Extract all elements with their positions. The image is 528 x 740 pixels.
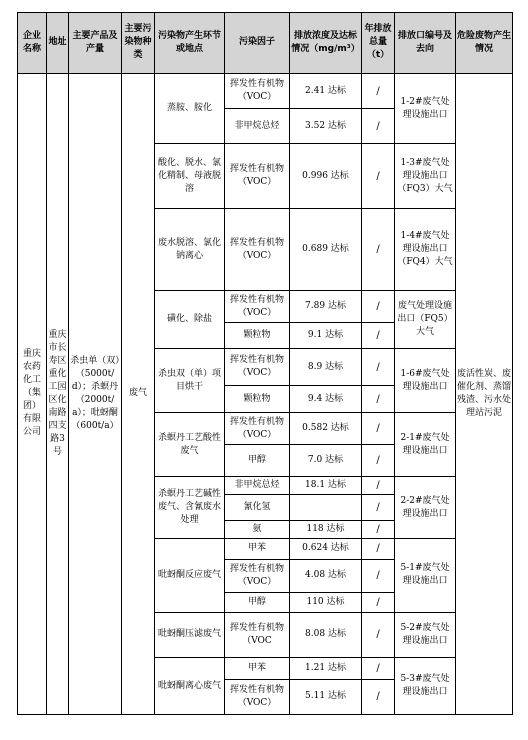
annual-total-cell: / xyxy=(362,73,395,108)
factor-cell: 挥发性有机物（VOC） xyxy=(225,209,290,291)
header-annual-total: 年排放总量（t） xyxy=(362,13,395,74)
annual-total-cell: / xyxy=(362,612,395,657)
source-cell: 杀螟丹工艺酸性废气 xyxy=(155,413,225,477)
concentration-cell: 4.08 达标 xyxy=(290,559,362,592)
outlet-cell: 1-3#废气处理设施出口（FQ3）大气 xyxy=(395,144,456,209)
factor-cell: 挥发性有机物（VOC） xyxy=(225,679,290,714)
annual-total-cell: / xyxy=(362,323,395,349)
factor-cell: 颗粒物 xyxy=(225,323,290,349)
header-source: 污染物产生环节或地点 xyxy=(155,13,225,74)
outlet-cell: 2-1#废气处理设施出口 xyxy=(395,413,456,477)
factor-cell: 挥发性有机物（VOC） xyxy=(225,348,290,385)
source-cell: 蒸胺、胺化 xyxy=(155,73,225,143)
annual-total-cell: / xyxy=(362,559,395,592)
outlet-cell: 1-6#废气处理设施出口 xyxy=(395,348,456,412)
source-cell: 吡蚜酮离心废气 xyxy=(155,658,225,715)
factor-cell: 氨 xyxy=(225,520,290,539)
address-cell: 重庆市长寿区重化工园区化南路四支路3号 xyxy=(47,73,69,714)
annual-total-cell: / xyxy=(362,144,395,209)
concentration-cell: 9.4 达标 xyxy=(290,386,362,413)
concentration-cell: 7.89 达标 xyxy=(290,291,362,323)
concentration-cell: 0.996 达标 xyxy=(290,144,362,209)
company-cell: 重庆农药化工（集团）有限公司 xyxy=(18,73,47,714)
concentration-cell: 8.9 达标 xyxy=(290,348,362,385)
hazardous-waste-cell: 废活性炭、废催化剂、蒸馏残渣、污水处理站污泥 xyxy=(456,73,513,714)
concentration-cell: 110 达标 xyxy=(290,592,362,612)
header-concentration: 排放浓度及达标情况（mg/m³） xyxy=(290,13,362,74)
concentration-cell: 0.624 达标 xyxy=(290,539,362,560)
concentration-cell: 2.41 达标 xyxy=(290,73,362,108)
products-cell: 杀虫单（双）（5000t/d）；杀螟丹（2000t/a）；吡蚜酮（600t/a） xyxy=(69,73,122,714)
source-cell: 吡蚜酮反应废气 xyxy=(155,539,225,612)
concentration-cell xyxy=(290,494,362,520)
table-row xyxy=(18,73,513,108)
concentration-cell: 0.582 达标 xyxy=(290,413,362,445)
concentration-cell: 7.0 达标 xyxy=(290,445,362,477)
pollution-type-cell: 废气 xyxy=(122,73,155,714)
factor-cell: 非甲烷总烃 xyxy=(225,109,290,144)
source-cell: 吡蚜酮压滤废气 xyxy=(155,612,225,657)
header-hazardous-waste: 危险废物产生情况 xyxy=(456,13,513,74)
concentration-cell: 5.11 达标 xyxy=(290,679,362,714)
annual-total-cell: / xyxy=(362,477,395,495)
header-row xyxy=(18,13,513,74)
factor-cell: 挥发性有机物（VOC） xyxy=(225,291,290,323)
annual-total-cell: / xyxy=(362,592,395,612)
annual-total-cell: / xyxy=(362,348,395,385)
concentration-cell: 9.1 达标 xyxy=(290,323,362,349)
source-cell: 杀虫双（单）项目烘干 xyxy=(155,348,225,412)
header-outlet: 排放口编号及去向 xyxy=(395,13,456,74)
outlet-cell: 5-3#废气处理设施出口 xyxy=(395,658,456,715)
header-pollution-type: 主要污染物种类 xyxy=(122,13,155,74)
annual-total-cell: / xyxy=(362,539,395,560)
factor-cell: 甲醇 xyxy=(225,445,290,477)
factor-cell: 颗粒物 xyxy=(225,386,290,413)
factor-cell: 挥发性有机物（VOC） xyxy=(225,413,290,445)
factor-cell: 挥发性有机物（VOC） xyxy=(225,73,290,108)
outlet-cell: 1-4#废气处理设施出口（FQ4）大气 xyxy=(395,209,456,291)
source-cell: 酸化、脱水、氯化精制、母液脱溶 xyxy=(155,144,225,209)
outlet-cell: 5-1#废气处理设施出口 xyxy=(395,539,456,612)
factor-cell: 氰化氢 xyxy=(225,494,290,520)
outlet-cell: 2-2#废气处理设施出口 xyxy=(395,477,456,539)
factor-cell: 挥发性有机物（VOC） xyxy=(225,559,290,592)
emission-table xyxy=(17,12,513,715)
factor-cell: 挥发性有机物（VOC xyxy=(225,612,290,657)
concentration-cell: 118 达标 xyxy=(290,520,362,539)
annual-total-cell: / xyxy=(362,386,395,413)
factor-cell: 甲苯 xyxy=(225,658,290,680)
concentration-cell: 0.689 达标 xyxy=(290,209,362,291)
source-cell: 杀螟丹工艺碱性废气、含氰废水处理 xyxy=(155,477,225,539)
outlet-cell: 5-2#废气处理设施出口 xyxy=(395,612,456,657)
annual-total-cell: / xyxy=(362,291,395,323)
header-products: 主要产品及产量 xyxy=(69,13,122,74)
source-cell: 废水脱溶、氯化钠离心 xyxy=(155,209,225,291)
outlet-cell: 1-2#废气处理设施出口 xyxy=(395,73,456,143)
annual-total-cell: / xyxy=(362,413,395,445)
annual-total-cell: / xyxy=(362,445,395,477)
concentration-cell: 8.08 达标 xyxy=(290,612,362,657)
factor-cell: 挥发性有机物（VOC） xyxy=(225,144,290,209)
concentration-cell: 3.52 达标 xyxy=(290,109,362,144)
annual-total-cell: / xyxy=(362,520,395,539)
annual-total-cell: / xyxy=(362,109,395,144)
concentration-cell: 1.21 达标 xyxy=(290,658,362,680)
source-cell: 磺化、除盐 xyxy=(155,291,225,349)
outlet-cell: 废气处理设施出口（FQ5）大气 xyxy=(395,291,456,349)
annual-total-cell: / xyxy=(362,209,395,291)
factor-cell: 甲醇 xyxy=(225,592,290,612)
header-factor: 污染因子 xyxy=(225,13,290,74)
factor-cell: 甲苯 xyxy=(225,539,290,560)
annual-total-cell: / xyxy=(362,494,395,520)
annual-total-cell: / xyxy=(362,679,395,714)
factor-cell: 非甲烷总烃 xyxy=(225,477,290,495)
header-company: 企业名称 xyxy=(18,13,47,74)
header-address: 地址 xyxy=(47,13,69,74)
annual-total-cell: / xyxy=(362,658,395,680)
concentration-cell: 18.1 达标 xyxy=(290,477,362,495)
